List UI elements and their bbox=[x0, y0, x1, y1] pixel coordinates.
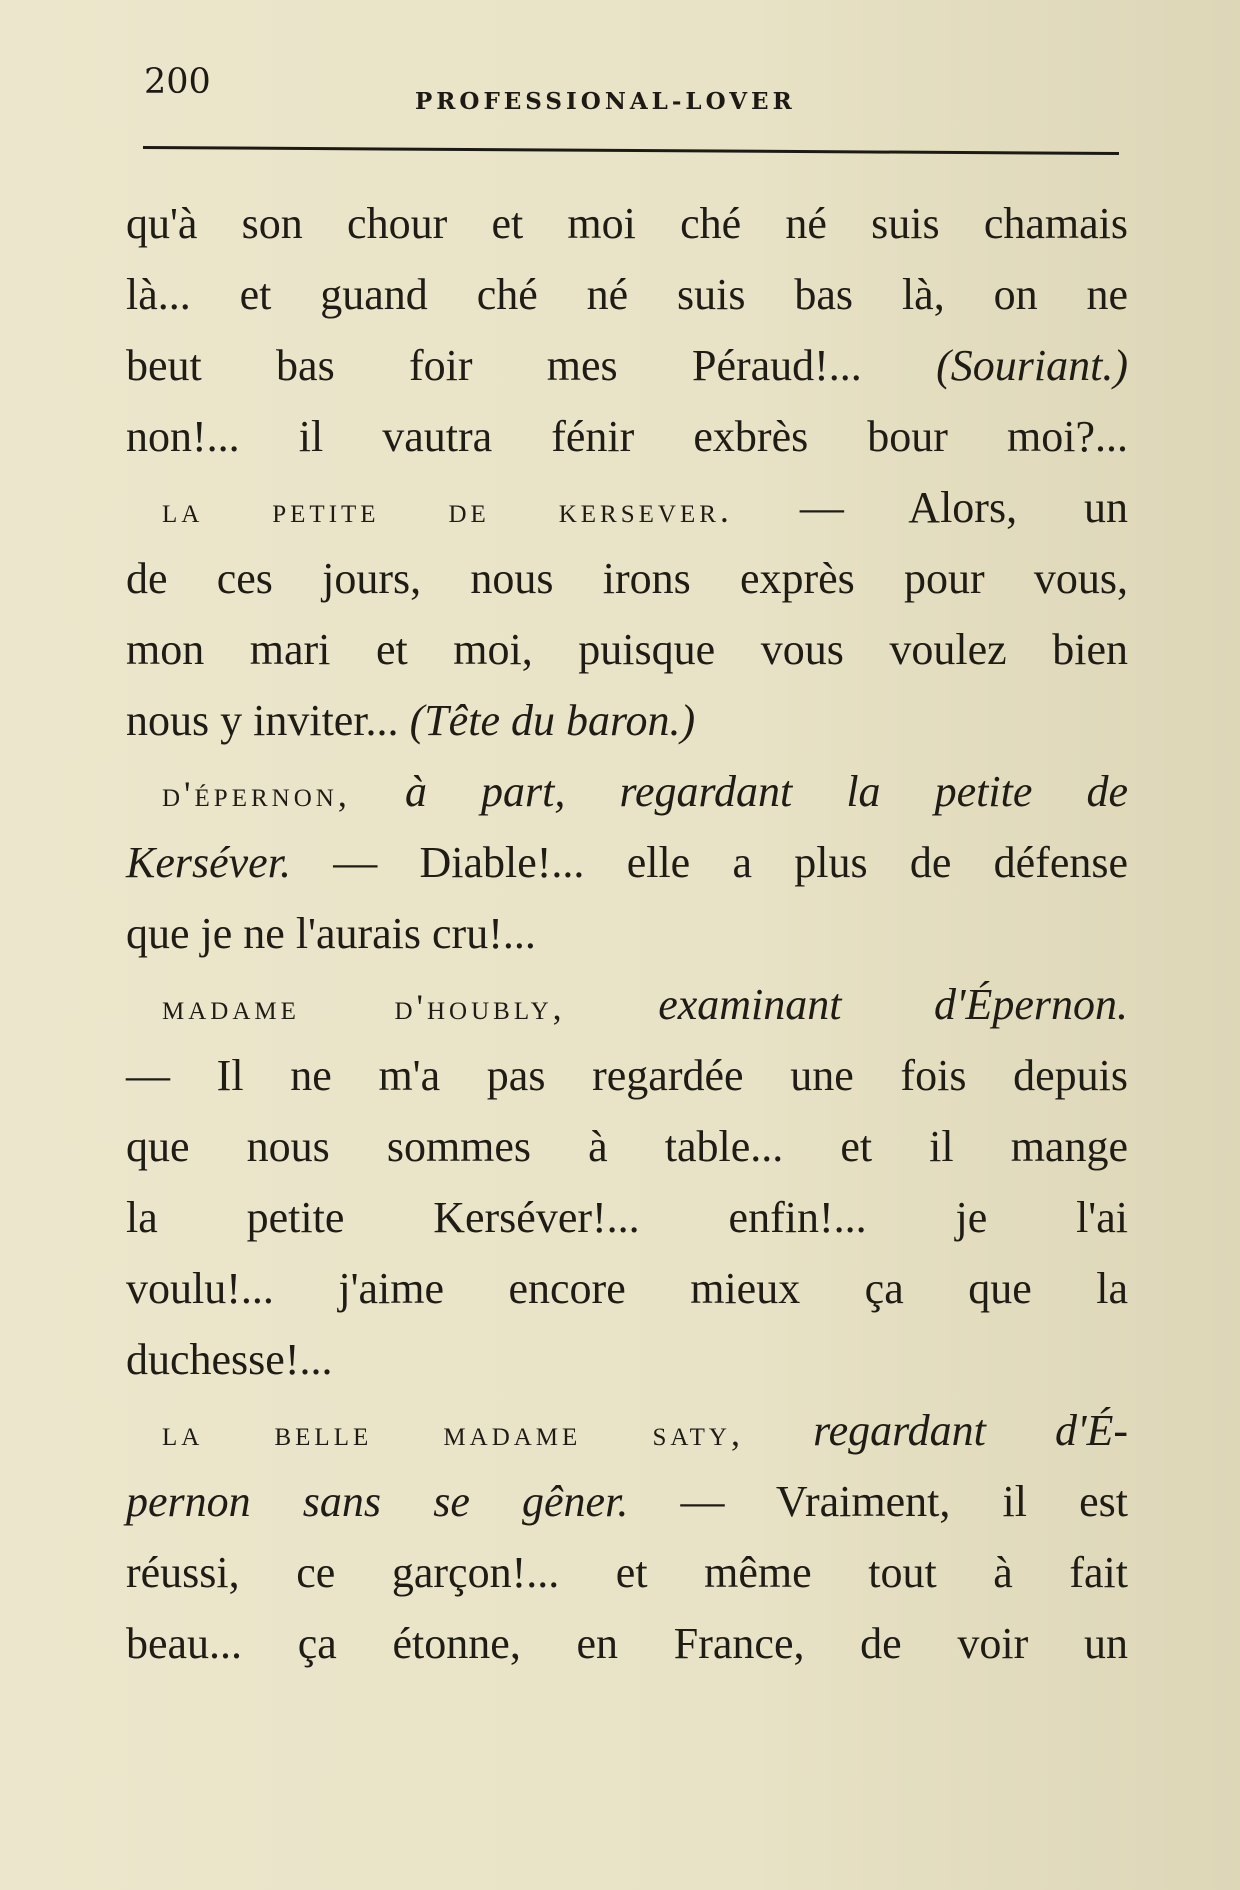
text-line: la petite Kerséver!... enfin!... je l'ai bbox=[126, 1193, 1128, 1242]
text-line: Kerséver. — Diable!... elle a plus de défense bbox=[126, 838, 1129, 887]
text-line: duchesse!... bbox=[126, 1335, 333, 1384]
text-line: qu'à son chour et moi ché né suis chamais bbox=[126, 199, 1128, 248]
speech-line bbox=[126, 1395, 1128, 1466]
text-line: voulu!... j'aime encore mieux ça que la bbox=[126, 1264, 1128, 1313]
stage-direction: examinant d'Épernon. bbox=[658, 980, 1128, 1029]
page-number: 200 bbox=[144, 62, 211, 102]
text-line: que je ne l'aurais cru!... bbox=[126, 909, 536, 958]
text-line: de ces jours, nous irons exprès pour vous, bbox=[126, 554, 1128, 603]
running-head: PROFESSIONAL-LOVER bbox=[415, 88, 796, 115]
text-line: beut bas foir mes Péraud!... (Souriant.) bbox=[126, 341, 1128, 390]
text-line: non!... il vautra fénir exbrès bour moi?... bbox=[126, 412, 1128, 461]
text-line: beau... ça étonne, en France, de voir un bbox=[126, 1619, 1128, 1668]
stage-direction: (Souriant.) bbox=[936, 341, 1128, 390]
speech-line: la petite de kersever. — Alors, un bbox=[162, 483, 1128, 532]
header-rule bbox=[143, 146, 1119, 155]
stage-direction: regardant d'É- bbox=[813, 1406, 1128, 1455]
speaker-name: la petite de kersever. bbox=[162, 490, 733, 530]
text-line: là... et guand ché né suis bas là, on ne bbox=[126, 270, 1128, 319]
text-line: pernon sans se gêner. — Vraiment, il est bbox=[126, 1477, 1128, 1526]
stage-direction: à part, regardant la petite de bbox=[404, 767, 1129, 816]
stage-direction: (Tête du baron.) bbox=[409, 696, 696, 745]
text-line: — Il ne m'a pas regardée une fois depuis bbox=[126, 1051, 1128, 1100]
text-line: nous y inviter... (Tête du baron.) bbox=[126, 696, 696, 745]
page-header bbox=[140, 62, 1125, 115]
text-line: que nous sommes à table... et il mange bbox=[126, 1122, 1128, 1171]
speaker-name: madame d'houbly, bbox=[162, 987, 566, 1027]
speech-line bbox=[126, 969, 1128, 1040]
speaker-name: d'épernon, bbox=[162, 774, 351, 814]
text-line: réussi, ce garçon!... et même tout à fait bbox=[126, 1548, 1128, 1597]
speaker-name: la belle madame saty, bbox=[162, 1413, 744, 1453]
body-text bbox=[126, 188, 1128, 1679]
speech-line bbox=[126, 756, 1128, 827]
text-line: mon mari et moi, puisque vous voulez bien bbox=[126, 625, 1128, 674]
